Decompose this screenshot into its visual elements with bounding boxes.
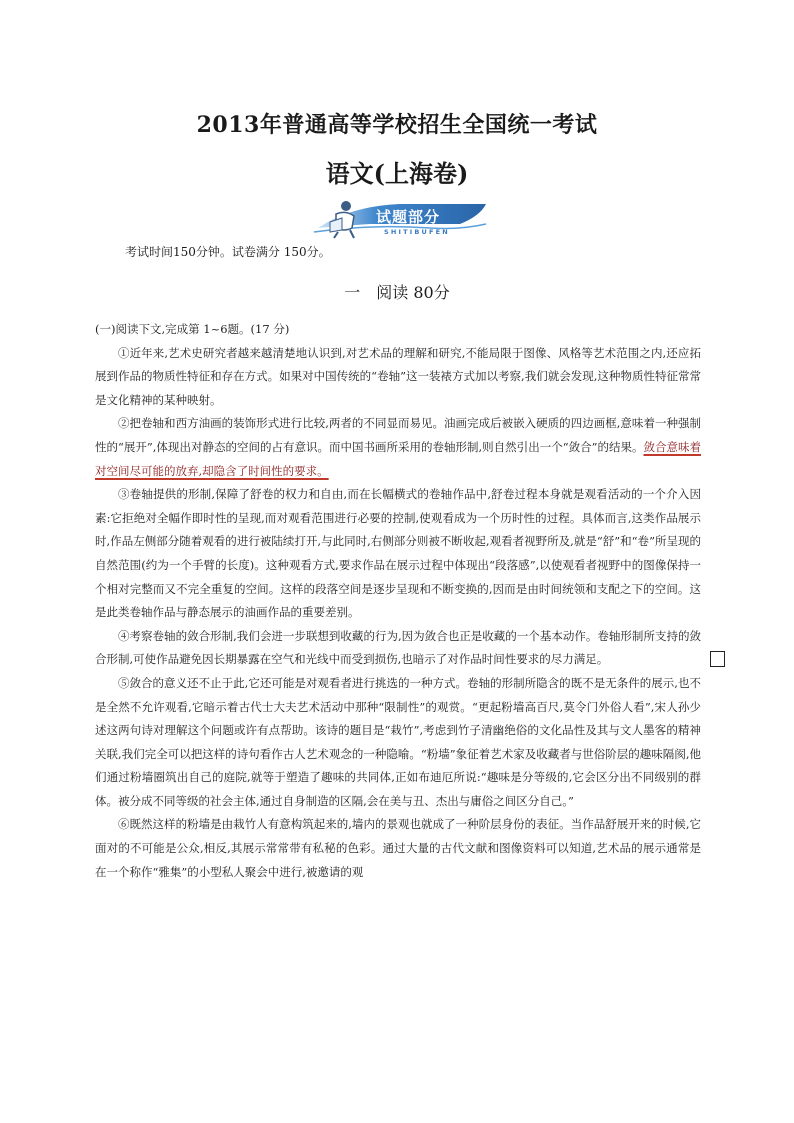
page-subtitle: 语文(上海卷): [325, 159, 469, 188]
section-banner: [310, 198, 490, 242]
underlined-sentence: 敛合意味着对空间尽可能的放弃,却隐含了时间性的要求。: [95, 439, 701, 478]
paragraph-2-text: ②把卷轴和西方油画的装饰形式进行比较,两者的不同显而易见。油画完成后被嵌入硬质的四边画框,意味着一种强制性的“展开”,体现出对静态的空间的占有意识。而中国书画所采用的卷轴形制,则自然引出一个“敛合”的结果。: [95, 416, 701, 454]
reading-passage: [95, 318, 701, 884]
answer-box[interactable]: [710, 651, 725, 667]
paragraph-4: ④考察卷轴的敛合形制,我们会进一步联想到收藏的行为,因为敛合也正是收藏的一个基本动作。卷轴形制所支持的敛合形制,可使作品避免因长期暴露在空气和光线中而受到损伤,也暗示了对作品时间性要求的尽力满足。: [95, 628, 701, 667]
section-heading: 一 阅读 80分: [344, 283, 450, 302]
banner-label: 试题部分: [376, 208, 441, 226]
paragraph-3: ③卷轴提供的形制,保障了舒卷的权力和自由,而在长幅横式的卷轴作品中,舒卷过程本身就是观看活动的一个介入因素:它拒绝对全幅作即时性的呈现,而对观看范围进行必要的控制,使观看成为一个历时性的过程。具体而言,这类作品展示时,作品左侧部分随着观看的进行被陆续打开,与此同时,右侧部分则被不断收起,观看者视野所及,就是“舒”和“卷”所呈现的自然范围(约为一个手臂的长度)。这种观看方式,要求作品在展示过程中体现出“段落感”,以使观看者视野中的图像保持一个相对完整而又不完全重复的空间。这样的段落空间是逐步呈现和不断变换的,因而是由时间统领和支配之下的空间。这是此类卷轴作品与静态展示的油画作品的重要差别。: [95, 487, 701, 620]
page-title: 2013年普通高等学校招生全国统一考试: [196, 112, 598, 138]
banner-sublabel: SHITIBUFEN: [384, 228, 450, 236]
paragraph-2: [95, 412, 701, 483]
paragraph-1: ①近年来,艺术史研究者越来越清楚地认识到,对艺术品的理解和研究,不能局限于图像、风格等艺术范围之内,还应拓展到作品的物质性特征和存在方式。如果对中国传统的“卷轴”这一装裱方式加以考察,我们就会发现,这种物质性特征常常是文化精神的某种映射。: [95, 345, 701, 407]
paragraph-6: ⑥既然这样的粉墙是由栽竹人有意构筑起来的,墙内的景观也就成了一种阶层身份的表征。当作品舒展开来的时候,它面对的不可能是公众,相反,其展示常常带有私秘的色彩。通过大量的古代文献和图像资料可以知道,艺术品的展示通常是在一个称作“雅集”的小型私人聚会中进行,被邀请的观: [95, 817, 701, 879]
question-intro: (一)阅读下文,完成第 1~6题。(17 分): [95, 322, 290, 336]
paragraph-5: ⑤敛合的意义还不止于此,它还可能是对观看者进行挑选的一种方式。卷轴的形制所隐含的既不是无条件的展示,也不是全然不允许观看,它暗示着古代士大夫艺术活动中那种“限制性”的观赏。“更起粉墙高百尺,莫令门外俗人看”,宋人孙少述这两句诗对理解这个问题或许有点帮助。该诗的题目是“栽竹”,考虑到竹子清幽绝俗的文化品性及其与文人墨客的精神关联,我们完全可以把这样的诗句看作古人艺术观念的一种隐喻。“粉墙”象征着艺术家及收藏者与世俗阶层的趣味隔阂,他们通过粉墙圈筑出自己的庭院,就等于塑造了趣味的共同体,正如布迪厄所说:“趣味是分等级的,它会区分出不同级别的群体。被分成不同等级的社会主体,通过自身制造的区隔,会在美与丑、杰出与庸俗之间区分自己。”: [95, 675, 701, 808]
exam-info: 考试时间150分钟。试卷满分 150分。: [125, 245, 331, 259]
reading-figure-icon: [324, 198, 362, 240]
